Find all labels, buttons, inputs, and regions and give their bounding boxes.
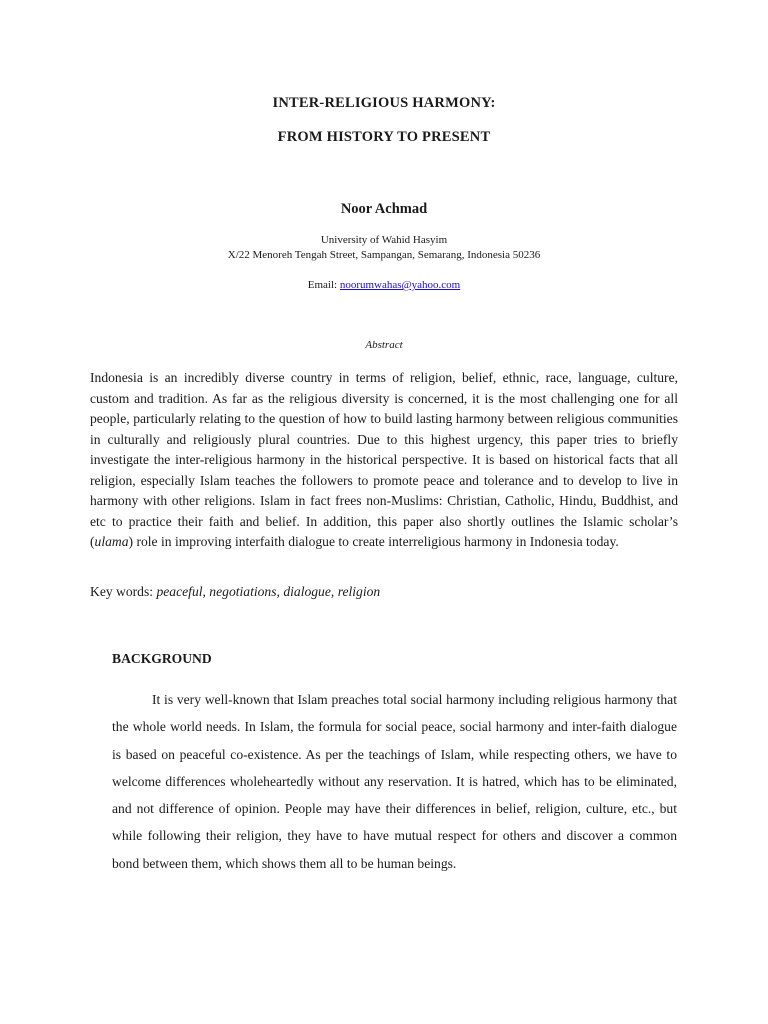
abstract-heading: Abstract	[365, 339, 403, 351]
paper-title-line2: FROM HISTORY TO PRESENT	[277, 129, 491, 145]
abstract-text-part2: ) role in improving interfaith dialogue to create interreligious harmony in Indonesia today.	[128, 534, 619, 549]
keywords-terms: peaceful, negotiations, dialogue, religion	[156, 584, 381, 599]
paper-title-line1: INTER-RELIGIOUS HARMONY:	[272, 95, 496, 111]
email-label: Email:	[307, 279, 338, 291]
affiliation-institution: University of Wahid Hasyim	[320, 234, 448, 246]
background-paragraph	[112, 686, 677, 877]
abstract-body	[90, 368, 678, 553]
affiliation-address: X/22 Menoreh Tengah Street, Sampangan, Semarang, Indonesia 50236	[227, 249, 541, 261]
keywords-label: Key words:	[90, 584, 154, 599]
abstract-text-part1: Indonesia is an incredibly diverse country in terms of religion, belief, ethnic, race, language, culture, custom and tradition. As far as the religious diversity is concerned, it is the most challenging one for all people, particularly relating to the question of how to build lasting harmony between religious communities in culturally and religiously plural countries. Due to this highest urgency, this paper tries to briefly investigate the inter-religious harmony in the historical perspective. It is based on historical facts that all religion, especially Islam teaches the followers to promote peace and tolerance and to develop to live in harmony with other religions. Islam in fact frees non-Muslims: Christian, Catholic, Hindu, Buddhist, and etc to practice their faith and belief. In addition, this paper also shortly outlines the Islamic scholar’s (	[90, 370, 678, 549]
abstract-italic-term: ulama	[94, 534, 129, 549]
email-link[interactable]: noorumwahas@yahoo.com	[339, 279, 461, 291]
keywords-line	[90, 584, 678, 600]
author-name: Noor Achmad	[340, 201, 428, 217]
background-paragraph-text: It is very well-known that Islam preaches total social harmony including religious harmony that the whole world needs. In Islam, the formula for social peace, social harmony and inter-faith dialogue is based on peaceful co-existence. As per the teachings of Islam, while respecting others, we have to welcome differences wholeheartedly without any reservation. It is hatred, which has to be eliminated, and not difference of opinion. People may have their differences in belief, religion, culture, etc., but while following their religion, they have to have mutual respect for others and discover a common bond between them, which shows them all to be human beings.	[112, 692, 677, 871]
email-line	[0, 279, 768, 291]
background-heading: BACKGROUND	[112, 651, 212, 666]
